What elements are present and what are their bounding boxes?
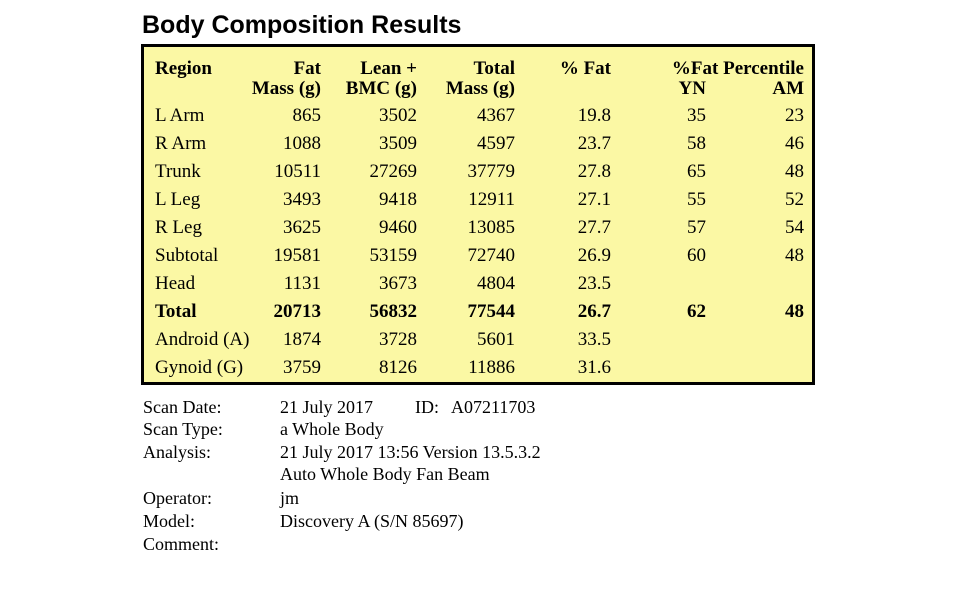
- cell-region: Gynoid (G): [155, 357, 244, 378]
- cell-total-mass: 12911: [468, 189, 515, 210]
- cell-lean-bmc: 8126: [379, 357, 417, 378]
- model-value: Discovery A (S/N 85697): [280, 511, 464, 531]
- header-yn: YN: [678, 78, 706, 99]
- cell-fat-mass: 20713: [273, 301, 321, 322]
- cell-pct-fat: 23.7: [577, 133, 611, 154]
- cell-percentile-am: 48: [785, 161, 804, 182]
- cell-pct-fat: 31.6: [577, 357, 611, 378]
- cell-region: Trunk: [155, 161, 201, 182]
- header-lean-line1: Lean +: [360, 58, 417, 79]
- cell-lean-bmc: 3728: [379, 329, 417, 350]
- header-region: Region: [155, 58, 212, 79]
- cell-fat-mass: 865: [292, 105, 321, 126]
- cell-total-mass: 4597: [477, 133, 515, 154]
- model-label: Model:: [143, 511, 195, 531]
- id-value: A07211703: [451, 397, 536, 417]
- cell-total-mass: 37779: [467, 161, 515, 182]
- cell-percentile-am: 52: [785, 189, 804, 210]
- cell-pct-fat: 26.9: [577, 245, 611, 266]
- report-title: Body Composition Results: [142, 11, 462, 39]
- header-percentile: %Fat Percentile: [671, 58, 804, 79]
- cell-lean-bmc: 56832: [369, 301, 417, 322]
- cell-percentile-yn: 57: [687, 217, 706, 238]
- cell-pct-fat: 27.1: [577, 189, 611, 210]
- cell-total-mass: 11886: [468, 357, 515, 378]
- operator-label: Operator:: [143, 488, 212, 508]
- cell-percentile-am: 54: [785, 217, 804, 238]
- cell-region: Head: [155, 273, 196, 294]
- cell-region: Total: [155, 301, 197, 322]
- cell-region: R Leg: [155, 217, 202, 238]
- cell-fat-mass: 1131: [283, 273, 321, 294]
- cell-fat-mass: 3759: [283, 357, 321, 378]
- scan-type-value: a Whole Body: [280, 419, 384, 439]
- cell-fat-mass: 10511: [274, 161, 321, 182]
- cell-fat-mass: 1088: [283, 133, 321, 154]
- cell-total-mass: 72740: [467, 245, 515, 266]
- cell-lean-bmc: 3509: [379, 133, 417, 154]
- cell-region: R Arm: [155, 133, 207, 154]
- cell-percentile-yn: 65: [687, 161, 706, 182]
- id-label: ID:: [415, 397, 439, 417]
- cell-percentile-yn: 55: [687, 189, 706, 210]
- header-lean-line2: BMC (g): [345, 78, 417, 99]
- cell-pct-fat: 27.8: [577, 161, 611, 182]
- comment-label: Comment:: [143, 534, 219, 554]
- cell-region: L Leg: [155, 189, 201, 210]
- header-fat-line2: Mass (g): [251, 78, 321, 99]
- scan-date-value: 21 July 2017: [280, 397, 374, 417]
- cell-percentile-yn: 35: [687, 105, 706, 126]
- cell-percentile-am: 48: [785, 245, 804, 266]
- cell-region: Subtotal: [155, 245, 219, 266]
- header-total-line2: Mass (g): [445, 78, 515, 99]
- header-fat-line1: Fat: [293, 58, 321, 79]
- cell-percentile-am: 48: [785, 301, 804, 322]
- cell-percentile-am: 23: [785, 105, 804, 126]
- scan-date-label: Scan Date:: [143, 397, 222, 417]
- cell-percentile-yn: 58: [687, 133, 706, 154]
- cell-fat-mass: 3625: [283, 217, 321, 238]
- header-pct-fat: % Fat: [559, 58, 611, 79]
- scan-type-label: Scan Type:: [143, 419, 223, 439]
- cell-total-mass: 5601: [477, 329, 515, 350]
- cell-lean-bmc: 53159: [369, 245, 417, 266]
- cell-total-mass: 4804: [477, 273, 515, 294]
- cell-percentile-am: 46: [785, 133, 804, 154]
- cell-pct-fat: 27.7: [577, 217, 611, 238]
- cell-fat-mass: 3493: [283, 189, 321, 210]
- cell-lean-bmc: 3673: [379, 273, 417, 294]
- cell-percentile-yn: 62: [687, 301, 706, 322]
- analysis-label: Analysis:: [143, 442, 212, 462]
- cell-pct-fat: 33.5: [577, 329, 611, 350]
- cell-fat-mass: 19581: [273, 245, 321, 266]
- cell-fat-mass: 1874: [283, 329, 321, 350]
- header-total-line1: Total: [473, 58, 515, 79]
- cell-region: Android (A): [155, 329, 250, 350]
- header-am: AM: [772, 78, 804, 99]
- cell-pct-fat: 23.5: [577, 273, 611, 294]
- analysis-value-line1: 21 July 2017 13:56 Version 13.5.3.2: [280, 442, 541, 462]
- cell-percentile-yn: 60: [687, 245, 706, 266]
- cell-lean-bmc: 3502: [379, 105, 417, 126]
- cell-lean-bmc: 9460: [379, 217, 417, 238]
- cell-total-mass: 4367: [477, 105, 515, 126]
- cell-total-mass: 77544: [467, 301, 515, 322]
- cell-lean-bmc: 27269: [369, 161, 417, 182]
- cell-lean-bmc: 9418: [379, 189, 417, 210]
- results-table: [141, 44, 815, 385]
- cell-total-mass: 13085: [467, 217, 515, 238]
- operator-value: jm: [280, 488, 300, 508]
- cell-region: L Arm: [155, 105, 205, 126]
- cell-pct-fat: 19.8: [577, 105, 611, 126]
- analysis-value-line2: Auto Whole Body Fan Beam: [280, 464, 490, 484]
- cell-pct-fat: 26.7: [577, 301, 611, 322]
